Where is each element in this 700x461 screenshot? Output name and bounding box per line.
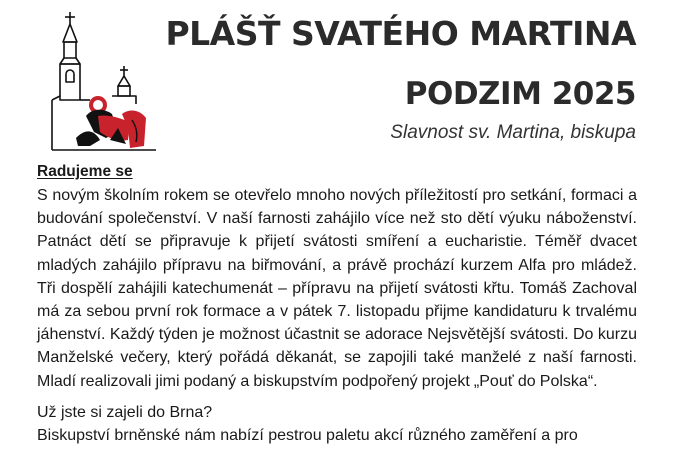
season-label: PODZIM 2025 bbox=[404, 76, 636, 112]
newsletter-title: PLÁŠŤ SVATÉHO MARTINA bbox=[165, 14, 636, 53]
section-paragraph-start: Biskupství brněnské nám nabízí pestrou paletu akcí různého zaměření a pro bbox=[37, 426, 578, 444]
article-body bbox=[37, 160, 637, 447]
feast-subtitle: Slavnost sv. Martina, biskupa bbox=[390, 122, 636, 143]
church-with-saint-martin-icon bbox=[46, 10, 164, 160]
section-heading-radujeme: Radujeme se bbox=[37, 163, 133, 180]
section-heading-brno: Už jste si zajeli do Brna? bbox=[37, 403, 213, 421]
section-paragraph: S novým školním rokem se otevřelo mnoho nových příležitostí pro setkání, formaci a budování společenství. V naší farnosti zahájilo více než sto dětí výuku náboženství. Patnáct dětí se připravuje k přijetí svátosti smíření a eucharistie. Téměř dvacet mladých zahájilo přípravu na biřmování, a právě prochází kurzem Alfa pro mládež. Tři dospělí zahájili katechumenát – přípravu na přijetí svátosti křtu. Tomáš Zachoval má za sebou první rok formace a v pátek 7. listopadu přijme kandidaturu k trvalému jáhenství. Každý týden je možnost účastnit se adorace Nejsvětější svátosti. Do kurzu Manželské večery, který pořádá děkanát, se zapojili také manželé z naší farnosti. Mladí realizovali jimi podaný a biskupstvím podpořený projekt „Pouť do Polska“. bbox=[37, 187, 637, 390]
